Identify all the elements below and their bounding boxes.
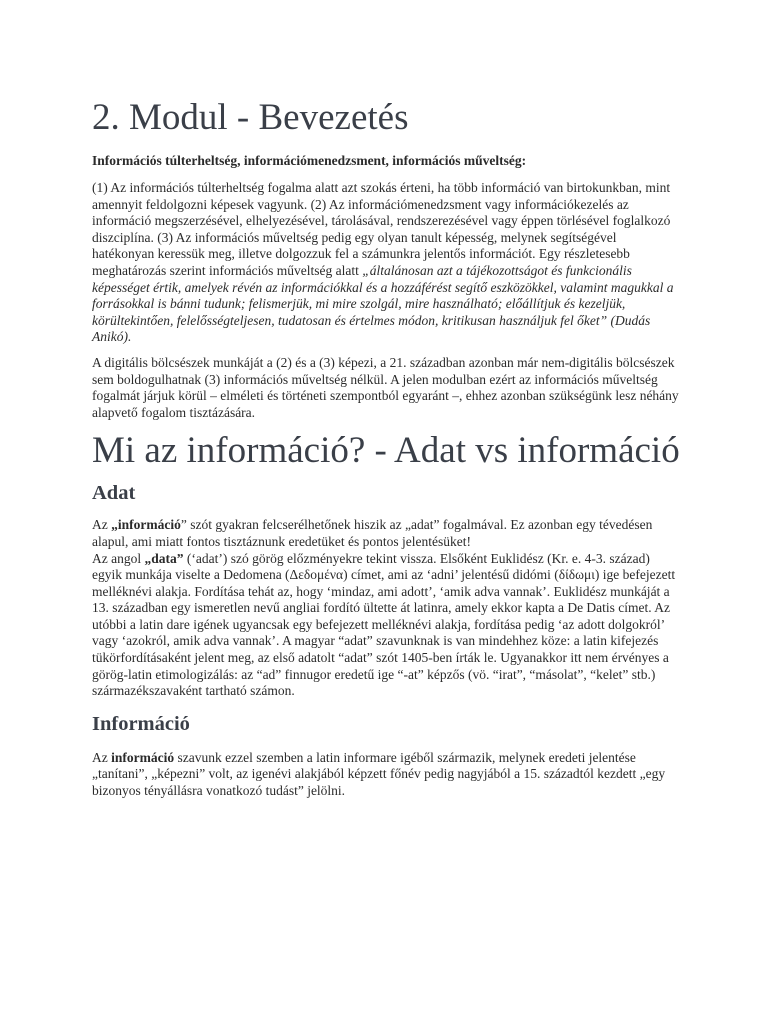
adat-text-2: ” szót gyakran felcserélhetőnek hiszik az „adat” fogalmával. Ez azonban egy tévedésen alapul, ami miatt fontos tisztáznunk eredetüket és pontos jelentésüket!	[92, 517, 653, 549]
info-text-1: Az	[92, 749, 112, 765]
adat-heading: Adat	[92, 482, 136, 505]
intro-paragraph	[92, 180, 682, 346]
section-subtitle: Információs túlterheltség, információmenedzsment, információs műveltség:	[92, 153, 527, 168]
quote-text: „általánosan azt a tájékozottságot és funkcionális képességet értik, amelyek révén az információkkal és a hozzáférést segítő eszközökkel, valamint magukkal a forrásokkal is bánni tudunk; felismerjük, mi mire szolgál, mire használható; előállítjuk és kezeljük, körültekintően, felelősségteljesen, tudatosan és értelmes módon, kritikusan használjuk fel őket” (Dudás Anikó).	[92, 262, 674, 345]
digital-humanities-paragraph: A digitális bölcsészek munkáját a (2) és a (3) képezi, a 21. században azonban már nem-digitális bölcsészek sem boldogulhatnak (3) információs műveltség nélkül. A jelen modulban ezért az információs műveltség fogalmát járjuk körül – elméleti és történeti szempontból egyaránt –, ehhez azonban szükségünk lesz néhány alapvető fogalom tisztázására.	[92, 354, 679, 420]
adat-paragraph-2	[92, 551, 682, 700]
adat-bold-data: „data”	[144, 550, 184, 566]
info-bold: információ	[111, 749, 175, 765]
adat-paragraph-1	[92, 517, 682, 550]
document-page	[92, 98, 682, 809]
adat-text-1: Az	[92, 517, 112, 533]
informacio-paragraph	[92, 750, 682, 800]
informacio-heading: Információ	[92, 712, 190, 735]
adat-text-3: Az angol	[92, 550, 145, 566]
info-text-2: szavunk ezzel szemben a latin informare igéből származik, melynek eredeti jelentése „tanítani”, „képezni” volt, az igenévi alakjából képzett főnév pedig nagyjából a 15. századtól kezdett „egy bizonyos tényállásra vonatkozó tudást” jelölni.	[92, 749, 666, 799]
module-heading: 2. Modul - Bevezetés	[92, 97, 409, 138]
adat-bold-informacio: „információ	[111, 517, 181, 533]
adat-text-4: (‘adat’) szó görög előzményekre tekint vissza. Elsőként Euklidész (Kr. e. 4-3. század) egyik munkája viselte a Dedomena (Δεδομένα) címet, ami az ‘adni’ jelentésű didómi (δίδωμι) ige befejezett melléknévi alakja. Fordítása tehát az, hogy ‘mindaz, ami adott’, ‘amik adva vannak’. Euklidész munkáját a 13. században egy ismeretlen nevű angliai fordító ültette át latinra, amely ekkor kapta a De Datis címet. Az utóbbi a latin dare igének ugyancsak egy befejezett melléknévi alakja, fordítása pedig ‘az adott dolgokról’ vagy ‘azokról, amik adva vannak’. A magyar “adat” szavunknak is van mindehhez köze: a latin kifejezés tükörfordításaként jelent meg, az első adatolt “adat” szót 1405-ben írták le. Ugyanakkor itt nem érvényes a görög-latin etimologizálás: az “ad” finnugor eredetű ige “-at” képzős (vö. “irat”, “másolat”, “kelet” stb.) származékszavaként tartható számon.	[92, 550, 676, 699]
intro-text: (1) Az információs túlterheltség fogalma alatt azt szokás érteni, ha több információ van birtokunkban, mint amennyit feldolgozni képesek vagyunk. (2) Az információmenedzsment vagy információkezelés az információ megszerzésével, elhelyezésével, tárolásával, rendszerezésével vagy éppen törlésével foglalkozó diszciplína. (3) Az információs műveltség pedig egy olyan tanult képesség, melynek segítségével hatékonyan keressük meg, illetve dolgozzuk fel a számunkra jelentős információt. Egy részletesebb meghatározás szerint információs műveltség alatt	[92, 180, 671, 278]
information-heading: Mi az információ? - Adat vs információ	[92, 430, 680, 472]
